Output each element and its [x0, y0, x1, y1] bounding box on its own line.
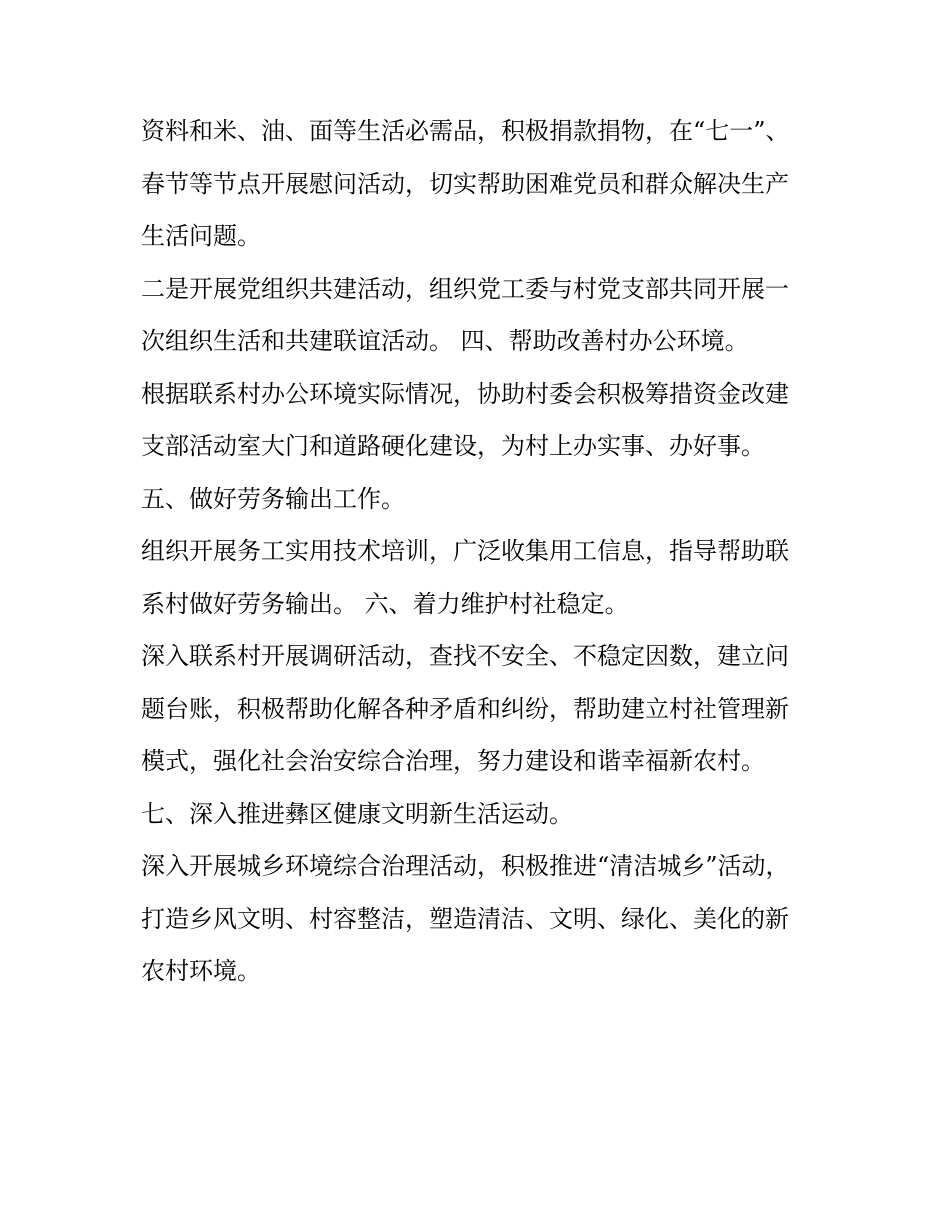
text-line: 资料和米、油、面等生活必需品，积极捐款捐物，在“七一”、 [141, 117, 790, 145]
text-line: 组织开展务工实用技术培训，广泛收集用工信息，指导帮助联 [141, 537, 789, 565]
text-line: 生活问题。 [141, 222, 261, 250]
text-line: 支部活动室大门和道路硬化建设，为村上办实事、办好事。 [141, 432, 765, 460]
text-line: 系村做好劳务输出。 六、着力维护村社稳定。 [141, 589, 629, 618]
text-line: 农村环境。 [141, 957, 261, 985]
section-heading: 五、做好劳务输出工作。 [141, 484, 405, 513]
text-line: 深入开展城乡环境综合治理活动，积极推进“清洁城乡”活动， [141, 852, 790, 880]
text-line: 次组织生活和共建联谊活动。 四、帮助改善村办公环境。 [141, 327, 749, 355]
text-line: 深入联系村开展调研活动，查找不安全、不稳定因数，建立问 [141, 642, 789, 670]
text-line: 题台账，积极帮助化解各种矛盾和纠纷，帮助建立村社管理新 [141, 694, 789, 723]
text-line: 春节等节点开展慰问活动，切实帮助困难党员和群众解决生产 [141, 169, 789, 198]
document-body [141, 105, 821, 998]
text-line: 打造乡风文明、村容整洁，塑造清洁、文明、绿化、美化的新 [141, 904, 789, 933]
text-line: 根据联系村办公环境实际情况，协助村委会积极筹措资金改建 [141, 379, 789, 408]
text-line: 模式，强化社会治安综合治理，努力建设和谐幸福新农村。 [141, 747, 765, 775]
section-heading: 七、深入推进彝区健康文明新生活运动。 [141, 799, 573, 828]
text-line: 二是开展党组织共建活动，组织党工委与村党支部共同开展一 [141, 274, 789, 303]
